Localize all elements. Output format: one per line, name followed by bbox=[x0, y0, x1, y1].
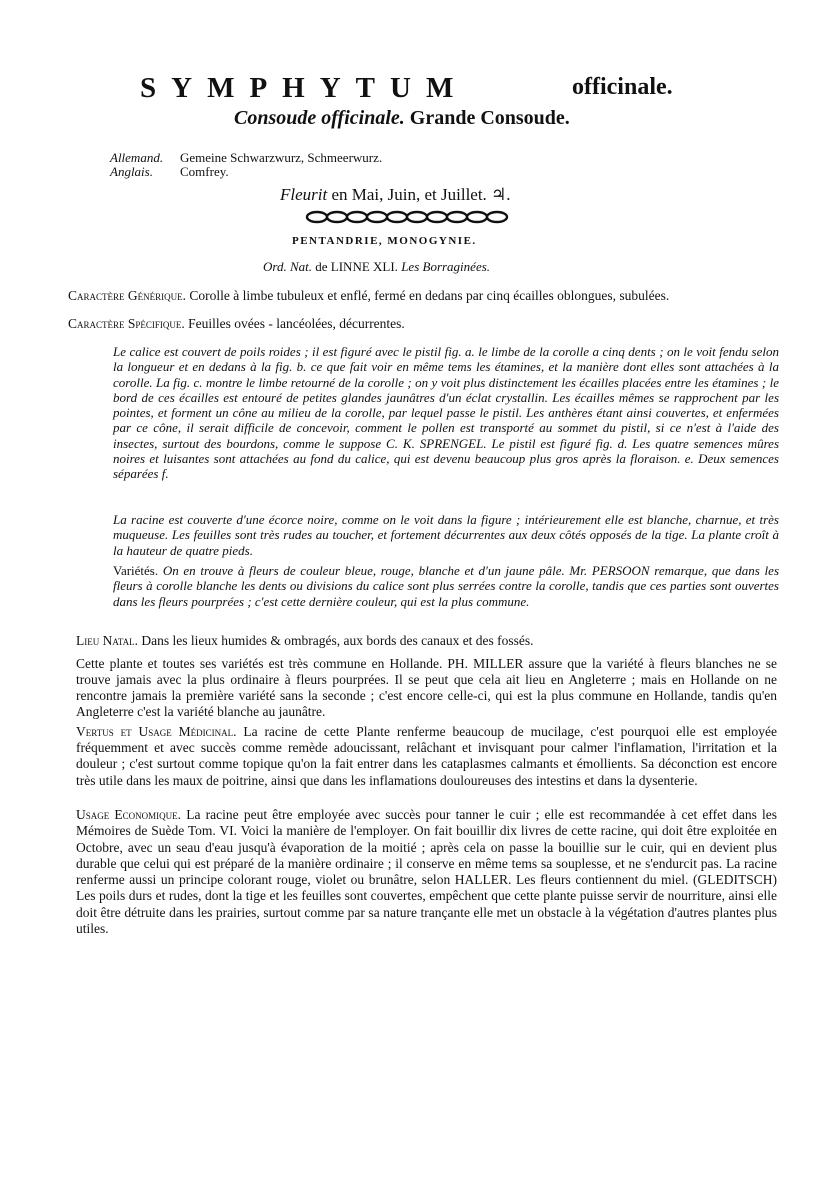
flowering-label: Fleurit bbox=[280, 185, 328, 204]
description-paragraph-root: La racine est couverte d'une écorce noire, comme on le voit dans la figure ; intérieurement elle est blanche, charnue, et très muqueuse. Les feuilles sont très rudes au toucher, et fortement décurrentes aux deux côtés opposés de la tige. La plante croît à la hauteur de quatre pieds. bbox=[113, 512, 779, 558]
miller-paragraph: Cette plante et toutes ses variétés est très commune en Hollande. PH. MILLER assure que la variété à fleurs blanches ne se trouve jamais avec la plus ordinaire à fleurs pourprées. Il se peut que cela ait lieu en Angleterre ; mais en Hollande on ne rencontre jamais la première variété sans la seconde ; c'est encore celle-ci, qui est la plus commune en Hollande, tandis qu'en Angleterre c'est la variété blanche au jaunâtre. bbox=[76, 656, 777, 719]
varieties-text: On en trouve à fleurs de couleur bleue, rouge, blanche et d'un jaune pâle. Mr. PERSOON remarque, que dans les fleurs à corolle blanche les dents ou divisions du calice sont plus serrées contre la corolle, tandis que ces parties sont ouvertes dans les fleurs pourprées ; c'est cette dernière couleur, qui est la plus commune. bbox=[113, 563, 780, 609]
varieties-label: Variétés. bbox=[113, 563, 159, 578]
specific-label: Caractère Spécifique. bbox=[68, 316, 185, 331]
flowering-text: en Mai, Juin, et Juillet. ♃. bbox=[331, 185, 511, 204]
generic-label: Caractère Générique. bbox=[68, 288, 186, 303]
genus-title: SYMPHYTUM bbox=[140, 72, 469, 104]
natural-order bbox=[263, 259, 490, 275]
order-prefix: Ord. Nat. bbox=[263, 259, 312, 274]
medicinal-label: Vertus et Usage Médicinal. bbox=[76, 724, 237, 739]
varieties-paragraph bbox=[113, 563, 779, 609]
generic-character bbox=[68, 288, 669, 304]
generic-text: Corolle à limbe tubuleux et enflé, fermé en dedans par cinq écailles oblongues, subulées. bbox=[189, 288, 670, 303]
order-author: LINNE XLI. bbox=[330, 259, 398, 274]
vernacular-english bbox=[110, 164, 229, 180]
medicinal-text: La racine de cette Plante renferme beaucoup de mucilage, c'est pourquoi elle est employée fréquemment et avec succès comme remède adoucissant, relâchant et invisquant pour calmer l'inflamation, l'irritation et la douleur ; c'est surtout comme topique qu'on la fait entrer dans les cataplasmes calmants et émollients. Sa déconction est encore très utile dans les maux de poitrine, ainsi que dans les inflamations douloureuses des intestins et dans la dysenterie. bbox=[76, 724, 778, 788]
order-de: de bbox=[315, 259, 328, 274]
classification: PENTANDRIE, MONOGYNIE. bbox=[292, 235, 477, 247]
description-paragraph-flower: Le calice est couvert de poils roides ; il est figuré avec le pistil fig. a. le limbe de la corolle a cinq dents ; on le voit fendu selon la longueur et en dedans à la fig. b. ce que fait voir en même tems les étamines, et la manière dont elles sont attachées à la corolle. La fig. c. montre le limbe retourné de la corolle ; on y voit plus distinctement les écailles placées entre les étamines ; le bord de ces écailles est entouré de petites glandes jaunâtres d'un éclat crystallin. Les écailles mêmes se rapprochent par les pointes, et forment un cône au milieu de la corolle, par lequel passe le pistil. Les anthères étant ainsi couvertes, et enfermées par ce cône, il serait difficile de concevoir, comment le pollen est transporté au sommet du pistil, si ce n'est à l'aide des insectes, surtout des bourdons, comme le suppose C. K. SPRENGEL. Le pistil est figuré fig. d. Les quatre semences mûres noires et luisantes sont attachées au fond du calice, qui est devenu beaucoup plus gros après la floraison. e. Deux semences séparées f. bbox=[113, 344, 779, 482]
economic-text: La racine peut être employée avec succès pour tanner le cuir ; elle est recommandée à cet effet dans les Mémoires de Suède Tom. VI. Voici la manière de l'employer. On fait bouillir dix livres de cette racine, qui doit être exploitée en Octobre, avec un seau d'eau jusqu'à évaporation de la moitié ; après cela on passe la bouillie sur le cuir, qui en devient plus durable que celui qui est préparé de la manière ordinaire ; il conserve en même tems sa souplesse, et ne s'endurcit pas. La racine renferme aussi un principe colorant rouge, violet ou brunâtre, selon HALLER. Les fleurs contiennent du miel. (GLEDITSCH) Les poils durs et rudes, dont la tige et les feuilles sont couvertes, empêchent que cette plante puisse servir de nourriture, ainsi elle doit être détruite dans les prairies, surtout comme par sa nature trançante elle met un obstacle à la végétation d'autres plantes plus utiles. bbox=[76, 807, 778, 937]
specific-text: Feuilles ovées - lancéolées, décurrentes. bbox=[188, 316, 405, 331]
vernacular-lang: Anglais. bbox=[110, 164, 153, 179]
french-name-italic: Consoude officinale. bbox=[234, 107, 405, 129]
habitat-label: Lieu Natal. bbox=[76, 633, 139, 648]
economic-label: Usage Economique. bbox=[76, 807, 182, 822]
vernacular-names: Gemeine Schwarzwurz, Schmeerwurz. bbox=[180, 150, 383, 165]
medicinal-paragraph bbox=[76, 724, 777, 789]
french-name bbox=[234, 107, 570, 130]
chain-ornament-divider bbox=[305, 208, 515, 226]
vernacular-names: Comfrey. bbox=[180, 164, 229, 179]
habitat-text: Dans les lieux humides & ombragés, aux bords des canaux et des fossés. bbox=[141, 633, 534, 648]
native-habitat bbox=[76, 633, 776, 648]
specific-character bbox=[68, 316, 405, 332]
economic-paragraph bbox=[76, 807, 777, 937]
vernacular-lang: Allemand. bbox=[110, 150, 164, 165]
french-name-alt: Grande Consoude. bbox=[409, 107, 570, 129]
species-title: officinale. bbox=[572, 74, 673, 100]
order-family: Les Borraginées. bbox=[401, 259, 491, 274]
flowering-line bbox=[280, 185, 511, 205]
